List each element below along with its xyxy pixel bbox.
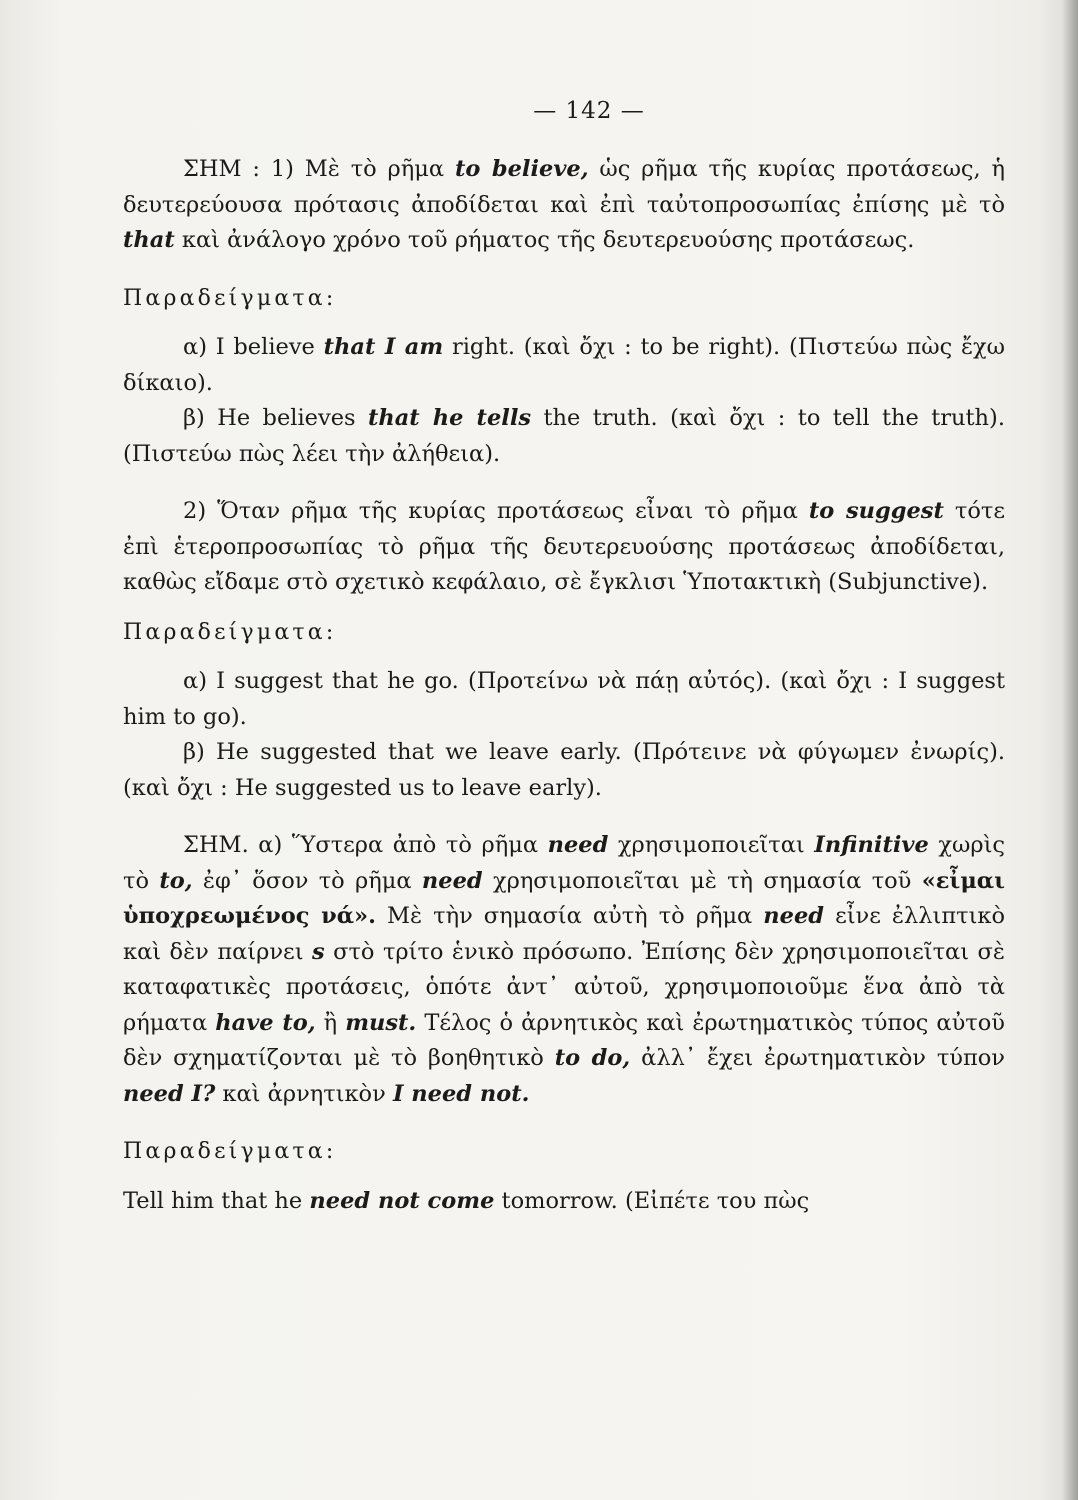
examples-heading-2: Παραδείγματα: xyxy=(123,619,337,645)
note-3-term-to: to, xyxy=(159,867,193,894)
note-1-text-e: καὶ ἀνάλογο χρόνο τοῦ ρήματος τῆς δευτερευούσης προτάσεως. xyxy=(174,227,915,253)
note-1-text-a: ΣΗΜ : 1) Μὲ τὸ ρῆμα xyxy=(183,156,455,182)
examples-heading-1: Παραδείγματα: xyxy=(123,285,337,311)
note-3-text-g: ἐφ᾽ ὅσον τὸ ρῆμα xyxy=(192,867,422,894)
example-3-text-a: Tell him that he xyxy=(123,1187,310,1214)
example-1a-italic: that I am xyxy=(323,334,444,360)
example-2a: α) I suggest that he go. (Προτείνω νὰ πάῃ αὐτός). (καὶ ὄχι : I suggest him to go). xyxy=(123,668,1005,730)
example-3-text-c: tomorrow. (Εἰπέτε του πὼς xyxy=(494,1187,810,1214)
example-1b-text-a: β) He believes xyxy=(183,405,368,431)
note-1-paragraph xyxy=(123,152,1005,259)
note-1-term-believe: to believe, xyxy=(454,156,589,182)
example-3 xyxy=(123,1184,1005,1220)
note-3-text-i: χρησιμοποιεῖται μὲ τὴ σημασία τοῦ xyxy=(482,867,922,894)
note-3-text-m: εἶνε ἐλλιπτικὸ καὶ δὲν παίρνει xyxy=(123,903,1005,965)
example-1a-text-c: right. (καὶ ὄχι : to be right). (Πιστεύω πὼς ἔχω δίκαιο). xyxy=(123,334,1005,396)
note-2-term-suggest: to suggest xyxy=(808,498,944,524)
example-1b-italic: that he tells xyxy=(367,405,532,431)
page-number: — 142 — xyxy=(533,98,645,124)
page-content xyxy=(123,98,1005,1219)
note-3-term-must: must. xyxy=(345,1009,417,1036)
note-3-text-s: Τέλος ὁ ἀρνητικὸς καὶ ἐρωτηματικὸς τύπος αὐτοῦ δὲν σχηματίζονται μὲ τὸ βοηθητικὸ xyxy=(123,1009,1005,1071)
note-1-text-c: ὡς ρῆμα τῆς κυρίας προτάσεως, ἡ δευτερεύουσα πρότασις ἀποδίδεται καὶ ἐπὶ ταὐτοπροσωπίας ἐπίσης μὲ τὸ xyxy=(123,156,1005,218)
note-3-text-a: ΣΗΜ. α) Ὕστερα ἀπὸ τὸ ρῆμα xyxy=(183,832,548,858)
example-1a xyxy=(123,330,1005,401)
example-1a-text-a: α) I believe xyxy=(183,334,324,360)
note-3-term-need-3: need xyxy=(763,903,825,929)
note-3-term-need-1: need xyxy=(547,832,609,858)
note-3-term-have-to: have to, xyxy=(215,1009,316,1036)
examples-heading-3: Παραδείγματα: xyxy=(123,1139,337,1164)
note-3-paragraph xyxy=(123,828,1005,1112)
note-3-term-i-need-not: I need not. xyxy=(392,1080,530,1107)
note-1-term-that: that xyxy=(123,227,175,253)
note-3-term-infinitive: Infinitive xyxy=(814,832,929,858)
note-2-paragraph xyxy=(123,494,1005,601)
note-2-text-a: 2) Ὅταν ρῆμα τῆς κυρίας προτάσεως εἶναι τὸ ρῆμα xyxy=(183,498,809,524)
example-3-italic: need not come xyxy=(309,1187,495,1214)
note-3-term-need-2: need xyxy=(421,867,483,894)
example-2b: β) He suggested that we leave early. (Πρότεινε νὰ φύγωμεν ἐνωρίς). (καὶ ὄχι : He suggested us to leave early). xyxy=(123,739,1005,801)
note-3-text-c: χρησιμοποιεῖται xyxy=(608,832,815,858)
note-3-text-o: στὸ τρίτο ἑνικὸ πρόσωπο. Ἐπίσης δὲν χρησιμοποιεῖται σὲ καταφατικὲς προτάσεις, ὁπότε ἀντ᾽ αὐτοῦ, χρησιμοποιοῦμε ἕνα ἀπὸ τὰ ρήματα xyxy=(123,938,1005,1036)
note-3-term-s: s xyxy=(311,938,325,965)
note-2-text-c: τότε ἐπὶ ἑτεροπροσωπίας τὸ ρῆμα τῆς δευτερευούσης προτάσεως ἀποδίδεται, καθὼς εἴδαμε στὸ σχετικὸ κεφάλαιο, σὲ ἔγκλισι Ὑποτακτικὴ (Subjunctive). xyxy=(123,498,1006,595)
note-3-term-need-i: need I? xyxy=(123,1080,216,1107)
note-3-text-w: καὶ ἀρνητικὸν xyxy=(215,1080,393,1107)
note-3-text-q: ἢ xyxy=(315,1009,346,1036)
note-3-text-e: χωρὶς τὸ xyxy=(123,832,1005,894)
note-3-text-u: ἀλλ᾽ ἔχει ἐρωτηματικὸν τύπον xyxy=(630,1045,1005,1071)
example-1b xyxy=(123,401,1005,472)
page-edge-shadow xyxy=(1062,0,1078,1500)
note-3-term-to-do: to do, xyxy=(554,1045,631,1071)
note-3-phrase-obliged: «εἶμαι ὑποχρεωμένος νά». xyxy=(123,867,1005,929)
note-3-text-k: Μὲ τὴν σημασία αὐτὴ τὸ ρῆμα xyxy=(375,903,764,929)
example-1b-text-c: the truth. (καὶ ὄχι : to tell the truth). (Πιστεύω πὼς λέει τὴν ἀλήθεια). xyxy=(123,405,1005,467)
